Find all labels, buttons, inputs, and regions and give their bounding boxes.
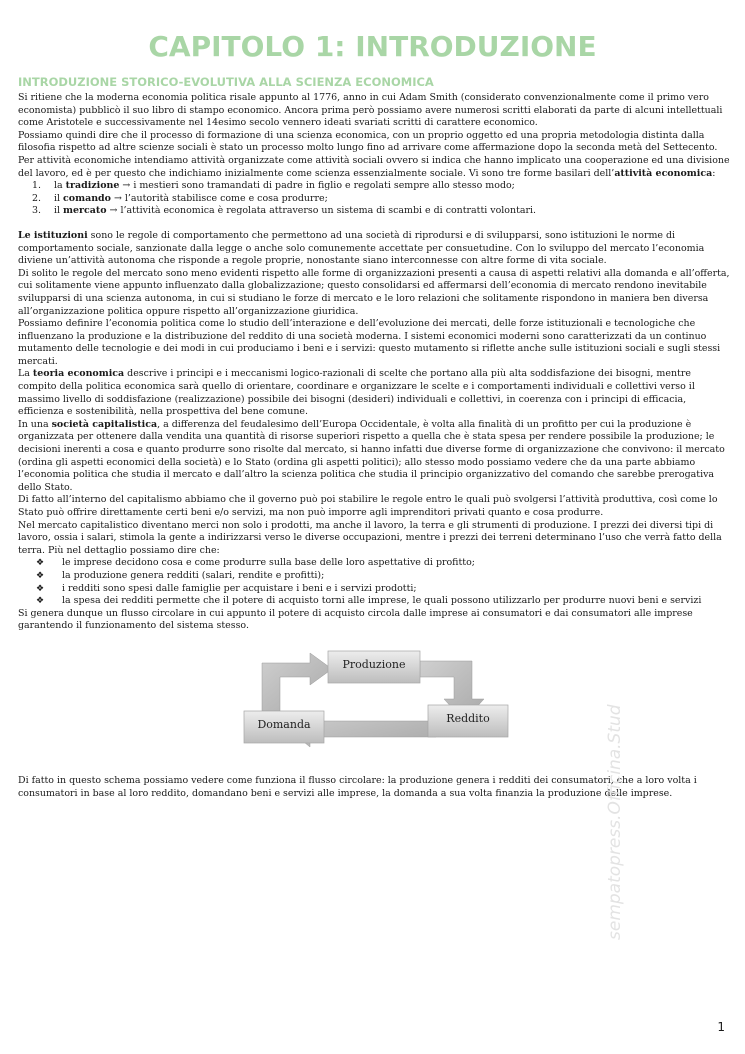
bold-term: Le istituzioni xyxy=(18,229,88,241)
paragraph-origins: Si ritiene che la moderna economia politica risale appunto al 1776, anno in cui Adam Smith (considerato convenzionalmente come il primo vero economista) pubblicò il suo libro di stampo economico. Ancora prima però possiamo avere numerosi scritti elaborati da parte di alcuni intellettuali come Aristotele e successivamente nel 14esimo secolo vennero ideati svariati scritti di carattere economico. xyxy=(18,92,723,129)
text: , a differenza del feudalesimo dell’Europa Occidentale, è volta alla finalità di un profitto per cui la produzione è organizzata per ottenere dalla vendita una quantità di risorse superiori rispetto a quella che è stata spesa per rendere possibile la produzione; le decisioni inerenti a cosa e quanto produrre sono risolte dal mercato, si hanno infatti due diverse forme di organizzazione che convivono: il mercato (ordina gli aspetti economici della società) e lo Stato (ordina gli aspetti politici); allo stesso modo possiamo vedere che da una parte abbiamo l’economia politica che studia il mercato e dall’altro la scienza politica che studia il principio organizzativo del comando che sarebbe prerogativa dello Stato. xyxy=(18,418,725,493)
paragraph-economic-activities xyxy=(18,155,730,180)
basic-forms-list xyxy=(18,180,730,218)
diamond-bullet-icon: ❖ xyxy=(36,570,45,581)
bold-term: società capitalistica xyxy=(51,418,158,430)
circular-flow-list xyxy=(18,557,730,607)
arrow-demand-to-production xyxy=(262,653,332,711)
text: la xyxy=(54,180,66,192)
text: il xyxy=(54,205,64,217)
label-production: Produzione xyxy=(342,657,406,671)
text: sono le regole di comportamento che permettono ad una società di riprodursi e di svilupparsi, sono istituzioni le norme di comportamento sociale, sanzionate dalla legge o anche solo comunemente accettate per consuetudine. Con lo sviluppo del mercato l’economia diviene un’attività autonoma che risponde a regole proprie, nonostante siano interconnesse con altre forme di vita sociale. xyxy=(18,229,705,267)
bold-term: tradizione xyxy=(65,180,120,192)
text: → l’attività economica è regolata attraverso un sistema di scambi e di contratti volontari. xyxy=(106,205,537,217)
watermark: sempatopress.Officina.Stud xyxy=(605,704,625,940)
text: la spesa dei redditi permette che il potere di acquisto torni alle imprese, le quali possono utilizzarlo per produrre nuovi beni e servizi xyxy=(62,595,702,607)
diamond-bullet-icon: ❖ xyxy=(36,596,45,607)
paragraph-capitalist-society xyxy=(18,419,730,495)
list-item xyxy=(44,205,730,218)
bold-term: teoria economica xyxy=(32,368,125,380)
chapter-title: CAPITOLO 1: INTRODUZIONE xyxy=(148,30,597,63)
bold-term: attività economica xyxy=(614,167,713,179)
text: Per attività economiche intendiamo attività organizzate come attività sociali ovvero si indica che hanno implicato una cooperazione ed una divisione del lavoro, ed è per questo che indichiamo inizialmente come scienza essenzialmente sociale. Vi sono tre forme basilari dell’ xyxy=(18,154,730,179)
paragraph-market-rules: Di solito le regole del mercato sono meno evidenti rispetto alle forme di organizzazioni presenti a causa di aspetti relativi alla domanda e all’offerta, cui solitamente viene appunto influenzato dalla globalizzazione; questo consolidarsi ed affermarsi dell’economia di mercato rendono inevitabile svilupparsi di una scienza autonoma, in cui si studiano le forze di mercato e le loro relazioni che solitamente rispondono in maniera ben diversa all’organizzazione politica oppure rispetto all’organizzazione giuridica. xyxy=(18,267,730,317)
bold-term: mercato xyxy=(63,205,107,217)
bold-term: comando xyxy=(63,192,111,204)
label-demand: Domanda xyxy=(257,717,311,731)
text: il xyxy=(54,192,64,204)
body-text xyxy=(18,92,730,800)
list-item xyxy=(36,557,730,570)
text: le imprese decidono cosa e come produrre sulla base delle loro aspettative di profitto; xyxy=(62,557,475,569)
text: i redditi sono spesi dalle famiglie per acquistare i beni e i servizi prodotti; xyxy=(62,582,417,594)
list-item xyxy=(36,595,730,608)
paragraph-scientific-formation: Possiamo quindi dire che il processo di formazione di una scienza economica, con un proprio oggetto ed una propria metodologia distinta dalla filosofia rispetto ad altre scienze sociali è stato un processo molto lungo fino ad arrivare come affermazione dopo la seconda metà del Settecento. xyxy=(18,129,718,154)
text: → l’autorità stabilisce come e cosa produrre; xyxy=(110,192,328,204)
paragraph-capitalist-market: Nel mercato capitalistico diventano merci non solo i prodotti, ma anche il lavoro, la terra e gli strumenti di produzione. I prezzi dei diversi tipi di lavoro, ossia i salari, stimola la gente a indirizzarsi verso le diverse occupazioni, mentre i prezzi dei terreni determinano l’uso che verrà fatto della terra. Più nel dettaglio possiamo dire che: xyxy=(18,519,722,556)
paragraph-institutions xyxy=(18,230,730,268)
text: la produzione genera redditi (salari, rendite e profitti); xyxy=(62,569,325,581)
text: In una xyxy=(18,418,52,430)
list-item xyxy=(44,180,730,193)
label-income: Reddito xyxy=(446,711,490,725)
paragraph-capitalism-state: Di fatto all’interno del capitalismo abbiamo che il governo può poi stabilire le regole entro le quali può svolgersi l’attività produttiva, così come lo Stato può offrire direttamente certi beni e/o servizi, ma non può imporre agli imprenditori privati quanto e cosa produrre. xyxy=(18,494,718,518)
paragraph-political-economy: Possiamo definire l’economia politica come lo studio dell’interazione e dell’evoluzione dei mercati, delle forze istituzionali e tecnologiche che influenzano la produzione e la distribuzione del reddito di una società moderna. I sistemi economici moderni sono caratterizzati da un continuo mutamento delle tecnologie e dei modi in cui produciamo i beni e i servizi: questo mutamento si riflette anche sulle istituzioni sociali e sugli stessi mercati. xyxy=(18,318,721,367)
list-item xyxy=(44,193,730,206)
text: → i mestieri sono tramandati di padre in figlio e regolati sempre allo stesso modo; xyxy=(119,180,515,192)
section-subtitle: INTRODUZIONE STORICO-EVOLUTIVA ALLA SCIENZA ECONOMICA xyxy=(18,75,434,89)
list-item xyxy=(36,582,730,596)
text: descrive i principi e i meccanismi logico-razionali di scelte che portano alla più alta soddisfazione dei bisogni, mentre compito della politica economica sarà quello di orientare, coordinare e organizzare le scelte e i comportamenti individuali e collettivi verso il massimo livello di soddisfazione (realizzazione) possibile dei bisogni (desideri) individuali e collettivi, in coerenza con i principi di efficacia, efficienza e sostenibilità, nella prospettiva del bene comune. xyxy=(18,368,695,418)
paragraph-economic-theory xyxy=(18,368,730,418)
diamond-bullet-icon: ❖ xyxy=(36,558,45,569)
page-number: 1 xyxy=(717,1020,725,1034)
diamond-bullet-icon: ❖ xyxy=(36,583,45,594)
text: La xyxy=(18,368,33,380)
list-item xyxy=(36,569,730,583)
circular-flow-diagram xyxy=(240,649,510,759)
text: : xyxy=(712,167,716,179)
paragraph-scheme-explanation: Di fatto in questo schema possiamo vedere come funziona il flusso circolare: la produzione genera i redditi dei consumatori, che a loro volta i consumatori in base al loro reddito, domandano beni e servizi alle imprese, la domanda a sua volta finanzia la produzione delle imprese. xyxy=(18,774,697,799)
paragraph-circular-flow: Si genera dunque un flusso circolare in cui appunto il potere di acquisto circola dalle imprese ai consumatori e dai consumatori alle imprese garantendo il funzionamento del sistema stesso. xyxy=(18,607,693,632)
